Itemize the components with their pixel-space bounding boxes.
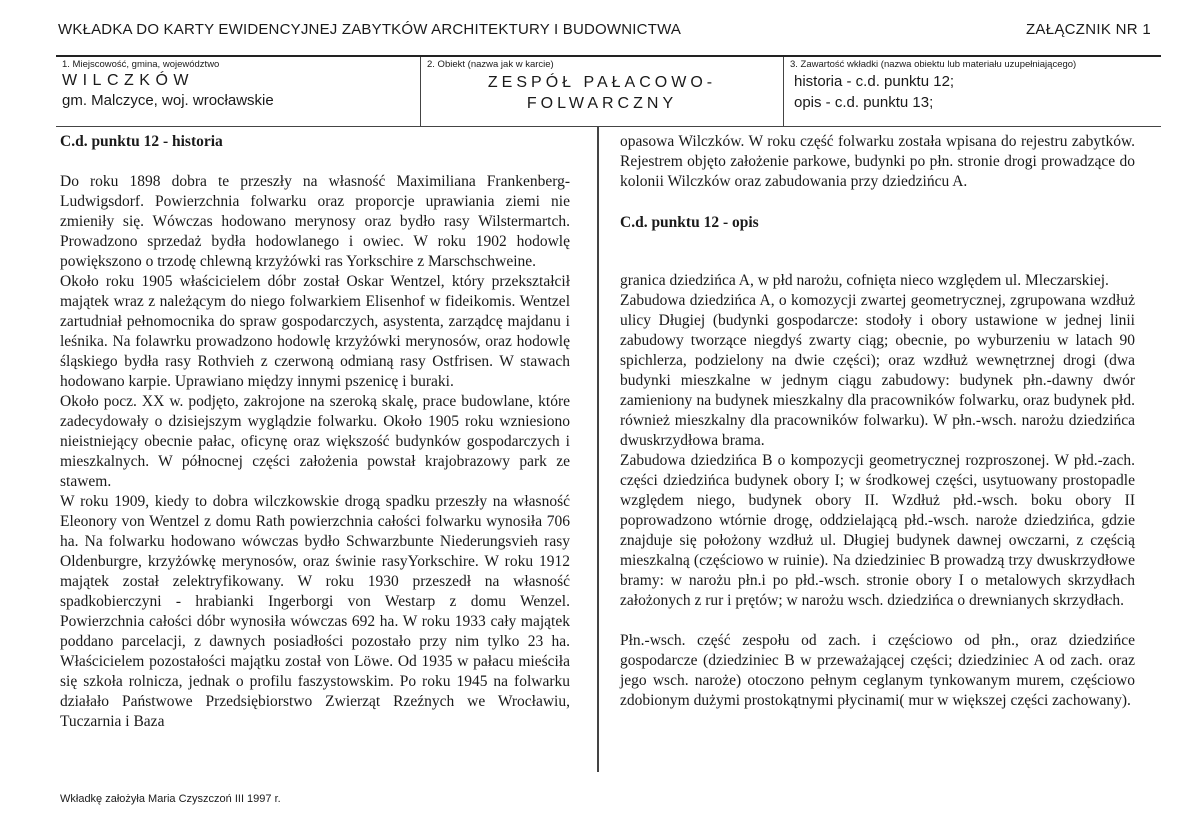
description-heading: C.d. punktu 12 - opis (620, 214, 759, 231)
object-label: 2. Obiekt (nazwa jak w karcie) (427, 59, 554, 70)
contents-field (783, 57, 1161, 126)
locality-name: WILCZKÓW (62, 72, 194, 89)
locality-label: 1. Miejscowość, gmina, województwo (62, 59, 220, 70)
description-paragraph: Zabudowa dziedzińca A, o komozycji zwartej geometrycznej, zgrupowana wzdłuż ulicy Długiej (budynki gospodarcze: stodoły i obory ustawione w jednej linii zabudowy tworzące niegdyś zwarty ciąg; obecnie, po wyburzeniu w latach 90 spichlerza, podzielony na dwie części); oraz wzdłuż wewnętrznej drogi (dwa budynki mieszkalne w jednym ciągu zabudowy: budynek płn.-dawny dwór zamieniony na budynek mieszkalny dla pracowników folwarku, oraz budynek płd. również mieszkalny dla pracowników folwarku). W płn.-wsch. narożu dziedzińca dwuskrzydłowa brama. (620, 292, 1135, 449)
locality-field (56, 57, 420, 126)
contents-line1: historia - c.d. punktu 12; (794, 73, 955, 90)
history-continuation: opasowa Wilczków. W roku część folwarku została wpisana do rejestru zabytków. Rejestrem objęto założenie parkowe, budynki po płn. stronie drogi prowadzące do kolonii Wilczków oraz zabudowania przy dziedzińcu A. (620, 133, 1135, 190)
header-fields-box (56, 55, 1161, 127)
annex-label: ZAŁĄCZNIK NR 1 (1025, 21, 1151, 38)
footer-note: Wkładkę założyła Maria Czyszczoń III 1997 r. (60, 793, 281, 805)
history-paragraph: Około roku 1905 właścicielem dóbr został Oskar Wentzel, który przekształcił majątek wraz z należącym do niego folwarkiem Elisenhof w fideikomis. Wentzel zartudniał pełnomocnika do spraw gospodarczych, asystenta, zarządcę majdanu i leśnika. Na folawrku prowadzono hodowlę krzyżówki merynosów, oraz hodowlę śląskiego bydła rasy Rothvieh z czerwoną odmianą rasy Ostfrisen. W stawach hodowano karpie. Uprawiano między innymi pszenicę i buraki. (60, 273, 570, 390)
history-paragraph: Do roku 1898 dobra te przeszły na własność Maximiliana Frankenberg-Ludwigsdorf. Powierzchnia folwarku oraz proporcje uprawiania ziemi nie zmieniły się. Wówczas hodowano merynosy oraz bydło rasy Wilstermartch. Prowadzono sprzedaż bydła hodowlanego i owiec. W roku 1902 hodowlę powiększono o trzodę chlewną krzyżówki ras Yorkschire z Marschschweine. (60, 173, 570, 270)
description-paragraph: Zabudowa dziedzińca B o kompozycji geometrycznej rozproszonej. W płd.-zach. części dziedzińca budynek obory I; w środkowej części, usytuowany prostopadle względem niego, budynek obory II. Wzdłuż płd.-wsch. boku obory II poprowadzono wtórnie drogę, oddzielającą płd.-wsch. naroże dziedzińca, gdzie znajduje się położony wzdłuż ul. Długiej budynek dawnej owczarni, z częścią mieszkalną (częściowo w ruinie). Na dziedziniec B prowadzą trzy dwuskrzydłowe bramy: w narożu płn.i po płd.-wsch. stronie obory I o metalowych skrzydłach założonych z rur i prętów; w narożu wsch. dziedzińca o drewnianych skrzydłach. (620, 452, 1135, 609)
document-title: WKŁADKA DO KARTY EWIDENCYJNEJ ZABYTKÓW ARCHITEKTURY I BUDOWNICTWA (58, 21, 682, 38)
column-divider (597, 127, 599, 772)
locality-detail: gm. Malczyce, woj. wrocławskie (62, 92, 274, 109)
history-paragraph: Około pocz. XX w. podjęto, zakrojone na szeroką skalę, prace budowlane, które zadecydowały o dzisiejszym wyglądzie folwarku. Około 1905 roku wzniesiono nieistniejący obecnie pałac, oficynę oraz większość budynków gospodarczych i mieszkalnych. W północnej części założenia powstał krajobrazowy park ze stawem. (60, 393, 570, 490)
object-name-line2: FOLWARCZNY (526, 95, 678, 112)
object-field (420, 57, 783, 126)
description-paragraph: granica dziedzińca A, w płd narożu, cofnięta nieco względem ul. Mleczarskiej. (620, 272, 1109, 289)
history-heading: C.d. punktu 12 - historia (60, 133, 223, 150)
object-name-line1: ZESPÓŁ PAŁACOWO- (487, 74, 717, 91)
contents-label: 3. Zawartość wkładki (nazwa obiektu lub materiału uzupełniającego) (790, 59, 1077, 70)
contents-line2: opis - c.d. punktu 13; (794, 94, 934, 111)
description-paragraph: Płn.-wsch. część zespołu od zach. i częściowo od płn., oraz dziedzińce gospodarcze (dziedziniec B w przeważającej części; dziedziniec A od zach. oraz jego wsch. naroże) otoczono pełnym ceglanym tynkowanym murem, częściowo zdobionym dużymi prostokątnymi płycinami( mur w większej części zachowany). (620, 632, 1135, 709)
description-column (620, 132, 1135, 711)
history-paragraph: W roku 1909, kiedy to dobra wilczkowskie drogą spadku przeszły na własność Eleonory von Wentzel z domu Rath powierzchnia całości folwarku wynosiła 706 ha. Na folwarku hodowano wówczas bydło Schwarzbunte Niederungsvieh rasy Oldenburgre, krzyżówkę merynosów, oraz świnie rasyYorkschire. W roku 1912 majątek został zelektryfikowany. W roku 1930 przeszedł na własność spadkobierczyni - hrabianki Ingerborgi von Westarp z domu Wenzel. Powierzchnia całości dóbr wynosiła wówczas 692 ha. W roku 1933 cały majątek poddano parcelacji, z dawnych posiadłości pozostało przy nim tylko 23 ha. Właścicielem pozostałości majątku został von Löwe. Od 1935 w pałacu mieściła się szkoła rolnicza, jednak o profilu faszystowskim. Po roku 1945 na folwarku działało Państwowe Przedsiębiorstwo Zwierząt Rzeźnych we Wrocławiu, Tuczarnia i Baza (60, 493, 570, 730)
history-column (60, 132, 570, 732)
